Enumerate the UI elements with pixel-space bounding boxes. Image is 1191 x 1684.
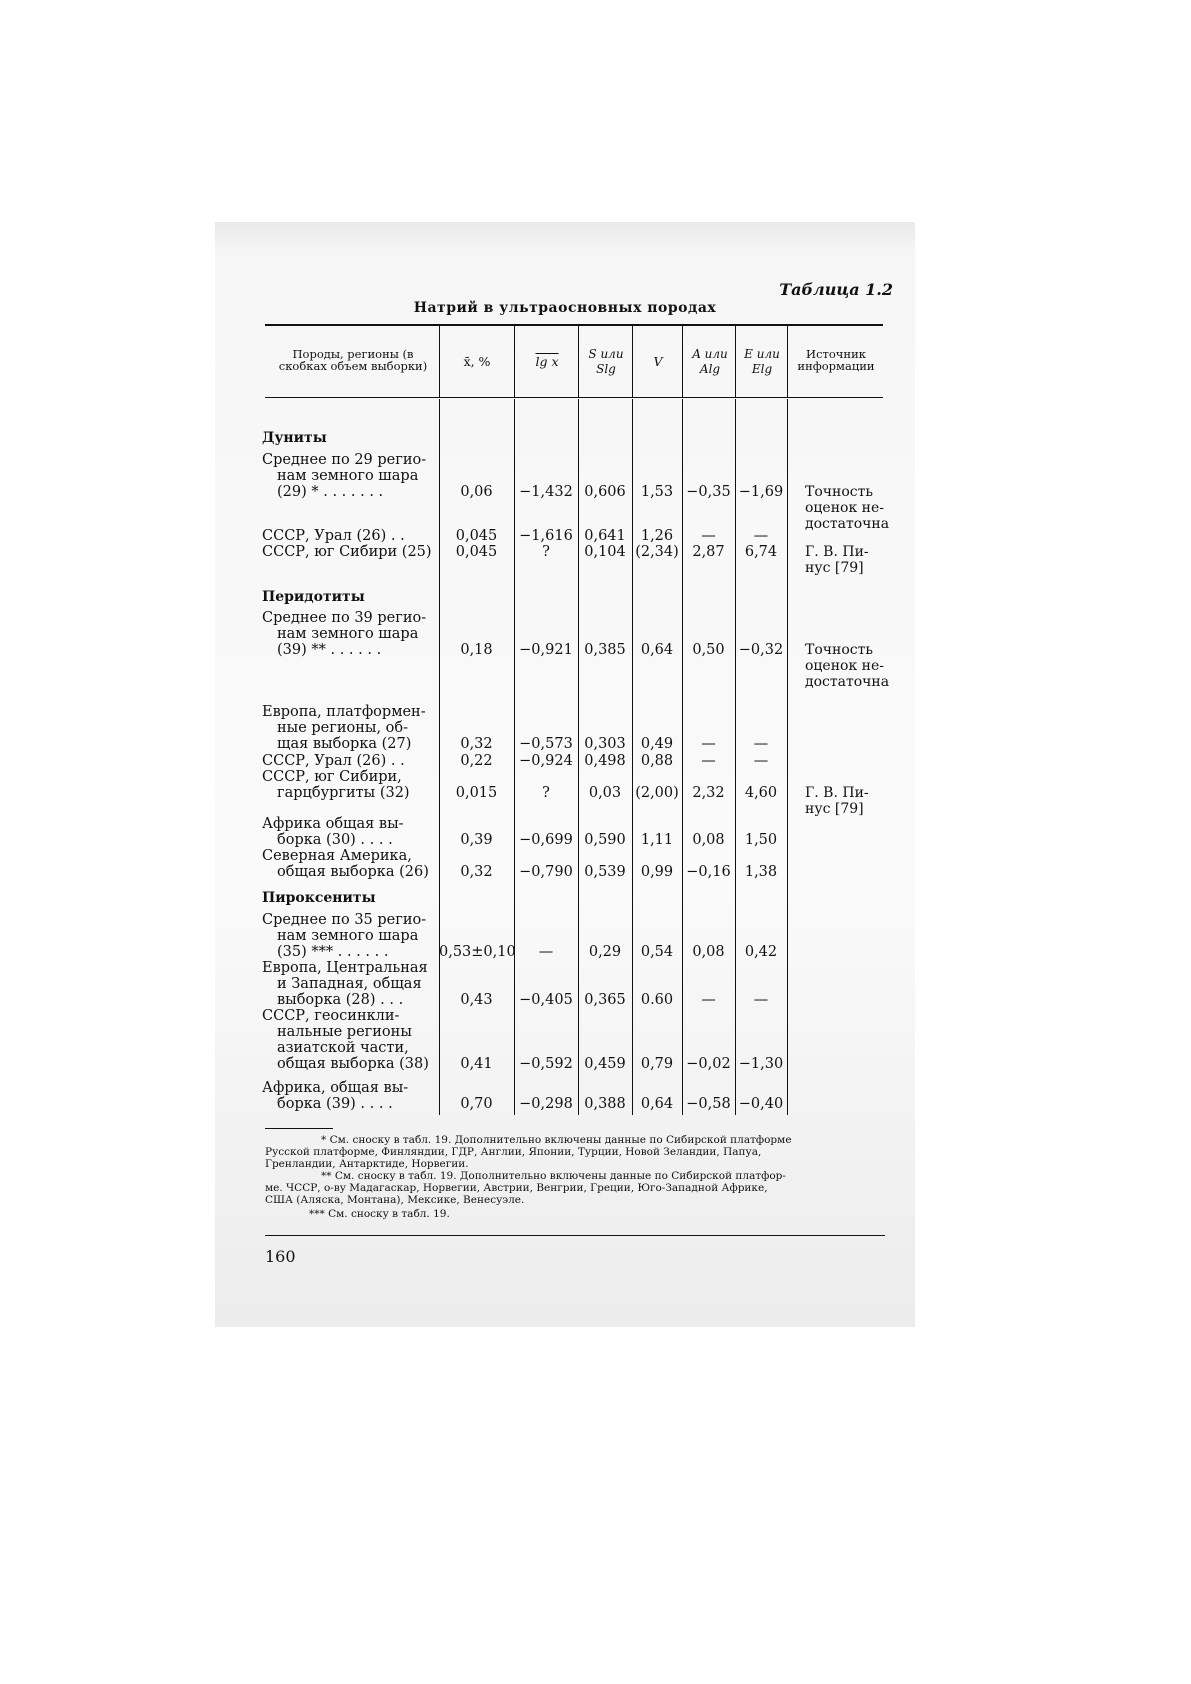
row-value: −0,298 — [519, 1096, 573, 1112]
row-value: −1,616 — [519, 528, 573, 544]
footnote-rule — [265, 1128, 333, 1129]
row-source-line: Точность — [805, 484, 873, 500]
row-value: 0,42 — [744, 944, 778, 960]
row-label-line: общая выборка (38) — [277, 1056, 429, 1072]
col-divider — [439, 325, 440, 397]
row-value: 2,32 — [692, 785, 725, 801]
row-label-line: выборка (28) . . . — [277, 992, 404, 1008]
page-number: 160 — [265, 1247, 296, 1266]
row-value: 0,18 — [460, 642, 493, 658]
row-value: 0,70 — [460, 1096, 493, 1112]
row-value: −0,405 — [519, 992, 573, 1008]
row-value: −0,16 — [686, 864, 731, 880]
row-value: −0,924 — [519, 753, 573, 769]
row-value: 0,29 — [588, 944, 622, 960]
row-label-line: гарцбургиты (32) — [277, 785, 410, 801]
row-value: 0,045 — [455, 528, 498, 544]
row-value: 0,641 — [584, 528, 626, 544]
row-source-line: оценок не- — [805, 658, 885, 674]
row-value: 0,79 — [640, 1056, 674, 1072]
row-value: 0,385 — [584, 642, 626, 658]
col-divider — [682, 325, 683, 397]
row-value: −0,35 — [686, 484, 731, 500]
row-value: −1,30 — [738, 1056, 784, 1072]
footnote-line: * См. сноску в табл. 19. Дополнительно включены данные по Сибирской платформе — [321, 1134, 792, 1146]
row-label-line: Среднее по 35 регио- — [262, 912, 427, 928]
row-value: −0,921 — [519, 642, 573, 658]
row-value: 0,539 — [584, 864, 626, 880]
row-value: (2,00) — [635, 785, 679, 801]
row-value: 0,303 — [584, 736, 626, 752]
row-value: ? — [542, 544, 550, 560]
scanned-page — [215, 222, 915, 1327]
table-number: Таблица 1.2 — [779, 280, 893, 299]
section-peridotites: Перидотиты — [262, 589, 365, 605]
header-asymmetry: A или Alg — [692, 347, 728, 376]
row-value: — — [753, 736, 769, 752]
row-label-line: нам земного шара — [277, 626, 419, 642]
row-value: −0,40 — [738, 1096, 784, 1112]
row-value: −0,32 — [738, 642, 784, 658]
row-label-line: Африка, общая вы- — [262, 1080, 409, 1096]
row-value: — — [701, 736, 716, 752]
row-source-line: Точность — [805, 642, 873, 658]
row-value: 0,88 — [640, 753, 674, 769]
row-source-line: Г. В. Пи- — [805, 544, 869, 560]
page-bottom-rule — [265, 1235, 885, 1236]
col-divider — [787, 399, 788, 1115]
col-divider — [787, 325, 788, 397]
header-std: S или Slg — [588, 347, 624, 376]
row-label-line: СССР, юг Сибири (25) — [262, 544, 432, 560]
table-title: Натрий в ультраосновных породах — [413, 300, 717, 316]
row-value: 0,06 — [460, 484, 493, 500]
row-value: 0,015 — [455, 785, 498, 801]
row-label-line: борка (30) . . . . — [277, 832, 393, 848]
row-value: 0,590 — [584, 832, 626, 848]
row-value: 0,64 — [640, 642, 674, 658]
row-value: 1,26 — [640, 528, 674, 544]
row-label-line: Африка общая вы- — [262, 816, 404, 832]
row-source-line: нус [79] — [805, 560, 864, 576]
footnote-line: США (Аляска, Монтана), Мексике, Венесуэле. — [265, 1194, 525, 1206]
header-mean: x̄, % — [463, 354, 491, 369]
row-value: 0,22 — [460, 753, 493, 769]
row-value: 0,459 — [584, 1056, 626, 1072]
row-value: −0,02 — [686, 1056, 731, 1072]
row-value: 0,64 — [640, 1096, 674, 1112]
row-source-line: оценок не- — [805, 500, 885, 516]
section-dunites: Дуниты — [262, 430, 327, 446]
row-value: 0,365 — [584, 992, 626, 1008]
row-value: 1,50 — [744, 832, 778, 848]
row-value: 0,32 — [460, 736, 493, 752]
row-value: −0,58 — [686, 1096, 731, 1112]
header-source: Источник информации — [797, 347, 875, 373]
row-value: 0,03 — [588, 785, 622, 801]
row-label-line: щая выборка (27) — [277, 736, 412, 752]
row-value: −1,69 — [738, 484, 784, 500]
row-label-line: Европа, Центральная — [262, 960, 428, 976]
row-label-line: (39) ** . . . . . . — [277, 642, 382, 658]
row-value: — — [701, 753, 716, 769]
row-value: 0.60 — [640, 992, 674, 1008]
row-label-line: нам земного шара — [277, 468, 419, 484]
row-label-line: нальные регионы — [277, 1024, 412, 1040]
row-value: −0,573 — [519, 736, 573, 752]
header-bottom-rule — [265, 397, 883, 398]
header-excess: E или Elg — [744, 347, 780, 376]
row-value: 0,49 — [640, 736, 674, 752]
row-label-line: ные регионы, об- — [277, 720, 409, 736]
section-pyroxenites: Пироксениты — [262, 890, 376, 906]
row-value: 0,53±0,10 — [439, 944, 516, 960]
row-label-line: СССР, юг Сибири, — [262, 769, 402, 785]
row-label-line: Среднее по 29 регио- — [262, 452, 427, 468]
row-value: 1,38 — [744, 864, 778, 880]
row-value: 4,60 — [744, 785, 778, 801]
row-value: ? — [542, 785, 550, 801]
row-source-line: достаточна — [805, 674, 890, 690]
row-label-line: нам земного шара — [277, 928, 419, 944]
col-divider — [578, 325, 579, 397]
row-value: 0,54 — [640, 944, 674, 960]
header-lg-mean: lg x — [535, 354, 559, 369]
row-value: — — [753, 992, 769, 1008]
header-rocks: Породы, регионы (в скобках объем выборки) — [278, 347, 428, 373]
table-top-rule — [265, 324, 883, 326]
row-label-line: (29) * . . . . . . . — [277, 484, 384, 500]
row-label-line: Среднее по 39 регио- — [262, 610, 427, 626]
row-label-line: и Западная, общая — [277, 976, 422, 992]
row-label-line: Европа, платформен- — [262, 704, 426, 720]
row-value: 0,08 — [692, 832, 725, 848]
row-value: −0,699 — [519, 832, 573, 848]
row-value: 0,388 — [584, 1096, 626, 1112]
col-divider — [632, 325, 633, 397]
footnote-line: *** См. сноску в табл. 19. — [309, 1208, 450, 1220]
row-value: 1,53 — [640, 484, 674, 500]
row-value: 0,41 — [460, 1056, 493, 1072]
row-label-line: СССР, геосинкли- — [262, 1008, 400, 1024]
col-divider — [514, 325, 515, 397]
row-value: — — [701, 528, 716, 544]
row-value: — — [538, 944, 554, 960]
row-value: 1,11 — [640, 832, 674, 848]
row-label-line: СССР, Урал (26) . . — [262, 753, 405, 769]
footnote-line: Русской платформе, Финляндии, ГДР, Англии, Японии, Турции, Новой Зеландии, Папуа, — [265, 1146, 762, 1158]
row-label-line: (35) *** . . . . . . — [277, 944, 389, 960]
row-source-line: Г. В. Пи- — [805, 785, 869, 801]
row-value: 0,32 — [460, 864, 493, 880]
row-label-line: общая выборка (26) — [277, 864, 429, 880]
row-label-line: азиатской части, — [277, 1040, 409, 1056]
footnote-line: ** См. сноску в табл. 19. Дополнительно включены данные по Сибирской платфор- — [321, 1170, 786, 1182]
row-value: 0,39 — [460, 832, 493, 848]
footnote-line: Гренландии, Антарктиде, Норвегии. — [265, 1158, 469, 1170]
header-variation: V — [653, 354, 663, 369]
row-value: −0,790 — [519, 864, 573, 880]
row-source-line: достаточна — [805, 516, 890, 532]
row-value: — — [753, 528, 769, 544]
row-label-line: СССР, Урал (26) . . — [262, 528, 405, 544]
row-value: 2,87 — [692, 544, 725, 560]
row-label-line: борка (39) . . . . — [277, 1096, 393, 1112]
row-value: 0,045 — [455, 544, 498, 560]
row-value: 6,74 — [744, 544, 778, 560]
row-value: −1,432 — [519, 484, 573, 500]
row-value: 0,50 — [692, 642, 725, 658]
row-value: 0,08 — [692, 944, 725, 960]
row-value: — — [753, 753, 769, 769]
row-label-line: Северная Америка, — [262, 848, 412, 864]
footnote-line: ме. ЧССР, о-ву Мадагаскар, Норвегии, Австрии, Венгрии, Греции, Юго-Западной Африке, — [265, 1182, 768, 1194]
row-value: 0,104 — [584, 544, 626, 560]
row-value: 0,606 — [584, 484, 626, 500]
row-value: — — [701, 992, 716, 1008]
row-source-line: нус [79] — [805, 801, 864, 817]
row-value: 0,498 — [584, 753, 626, 769]
row-value: (2,34) — [635, 544, 679, 560]
row-value: −0,592 — [519, 1056, 573, 1072]
row-value: 0,99 — [640, 864, 674, 880]
row-value: 0,43 — [460, 992, 493, 1008]
